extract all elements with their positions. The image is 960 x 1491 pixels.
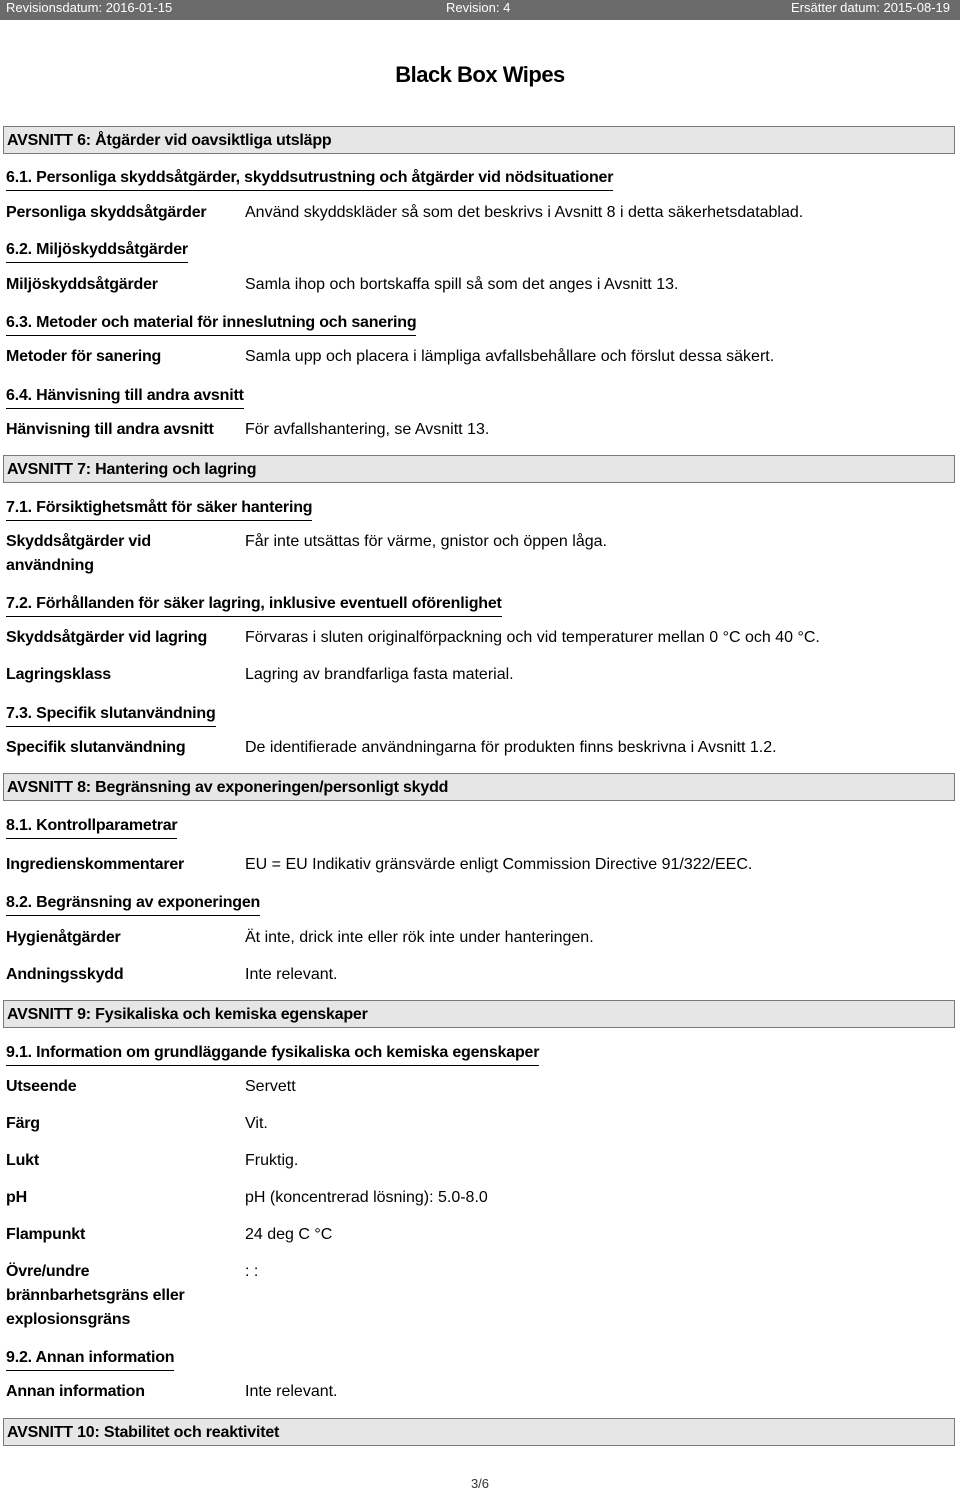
label-environmental-precautions: Miljöskyddsåtgärder: [6, 276, 158, 293]
value-cleanup-methods: Samla upp och placera i lämpliga avfallsbehållare och förslut dessa säkert.: [245, 348, 775, 365]
subsection-9-2: 9.2. Annan information: [6, 1348, 174, 1371]
value-environmental-precautions: Samla ihop och bortskaffa spill så som det anges i Avsnitt 13.: [245, 276, 679, 293]
label-usage-precautions-line2: användning: [6, 557, 94, 574]
section-7-heading: AVSNITT 7: Hantering och lagring: [3, 455, 955, 483]
subsection-6-4: 6.4. Hänvisning till andra avsnitt: [6, 386, 244, 409]
value-respiratory-protection: Inte relevant.: [245, 966, 338, 983]
subsection-6-1: 6.1. Personliga skyddsåtgärder, skyddsutrustning och åtgärder vid nödsituationer: [6, 168, 613, 191]
value-appearance: Servett: [245, 1078, 296, 1095]
label-appearance: Utseende: [6, 1078, 77, 1095]
value-odour: Fruktig.: [245, 1152, 299, 1169]
value-specific-end-use: De identifierade användningarna för produkten finns beskrivna i Avsnitt 1.2.: [245, 739, 777, 756]
section-8-heading: AVSNITT 8: Begränsning av exponeringen/personligt skydd: [3, 773, 955, 801]
label-colour: Färg: [6, 1115, 40, 1132]
document-title: Black Box Wipes: [395, 62, 565, 87]
value-flammability-limits: : :: [245, 1263, 259, 1280]
label-ingredient-comments: Ingredienskommentarer: [6, 856, 185, 873]
section-9-heading: AVSNITT 9: Fysikaliska och kemiska egenskaper: [3, 1000, 955, 1028]
subsection-8-2: 8.2. Begränsning av exponeringen: [6, 893, 260, 916]
value-reference-sections: För avfallshantering, se Avsnitt 13.: [245, 421, 490, 438]
subsection-6-2: 6.2. Miljöskyddsåtgärder: [6, 240, 188, 263]
label-storage-precautions: Skyddsåtgärder vid lagring: [6, 629, 208, 646]
section-6-heading: AVSNITT 6: Åtgärder vid oavsiktliga utsläpp: [3, 126, 955, 154]
label-odour: Lukt: [6, 1152, 39, 1169]
label-personal-precautions: Personliga skyddsåtgärder: [6, 204, 207, 221]
label-ph: pH: [6, 1189, 27, 1206]
value-hygiene-measures: Ät inte, drick inte eller rök inte under hanteringen.: [245, 929, 594, 946]
header-bar: [0, 0, 960, 20]
value-other-information: Inte relevant.: [245, 1383, 338, 1400]
value-personal-precautions: Använd skyddskläder så som det beskrivs i Avsnitt 8 i detta säkerhetsdatablad.: [245, 204, 804, 221]
label-reference-sections: Hänvisning till andra avsnitt: [6, 421, 214, 438]
label-flammability-limits-line1: Övre/undre: [6, 1263, 90, 1280]
label-cleanup-methods: Metoder för sanering: [6, 348, 162, 365]
value-usage-precautions: Får inte utsättas för värme, gnistor och öppen låga.: [245, 533, 607, 550]
value-storage-precautions: Förvaras i sluten originalförpackning och vid temperaturer mellan 0 °C och 40 °C.: [245, 629, 820, 646]
label-flammability-limits: [6, 1260, 231, 1332]
value-ph: pH (koncentrerad lösning): 5.0-8.0: [245, 1189, 488, 1206]
revision-date: Revisionsdatum: 2016-01-15: [6, 0, 173, 15]
label-specific-end-use: Specifik slutanvändning: [6, 739, 186, 756]
label-flammability-limits-line2: brännbarhetsgräns eller: [6, 1287, 185, 1304]
value-ingredient-comments: EU = EU Indikativ gränsvärde enligt Commission Directive 91/322/EEC.: [245, 856, 753, 873]
value-colour: Vit.: [245, 1115, 268, 1132]
label-usage-precautions: [6, 530, 231, 578]
value-storage-class: Lagring av brandfarliga fasta material.: [245, 666, 514, 683]
replaces-date: Ersätter datum: 2015-08-19: [791, 0, 950, 15]
subsection-8-1: 8.1. Kontrollparametrar: [6, 816, 177, 839]
subsection-6-3: 6.3. Metoder och material för inneslutning och sanering: [6, 313, 416, 336]
subsection-7-2: 7.2. Förhållanden för säker lagring, inklusive eventuell oförenlighet: [6, 594, 502, 617]
label-storage-class: Lagringsklass: [6, 666, 112, 683]
label-usage-precautions-line1: Skyddsåtgärder vid: [6, 533, 151, 550]
subsection-7-1: 7.1. Försiktighetsmått för säker hantering: [6, 498, 312, 521]
label-flammability-limits-line3: explosionsgräns: [6, 1311, 131, 1328]
page-number: 3/6: [470, 1476, 490, 1491]
label-respiratory-protection: Andningsskydd: [6, 966, 124, 983]
value-flash-point: 24 deg C °C: [245, 1226, 333, 1243]
revision-number: Revision: 4: [446, 0, 511, 15]
label-flash-point: Flampunkt: [6, 1226, 86, 1243]
label-other-information: Annan information: [6, 1383, 145, 1400]
subsection-7-3: 7.3. Specifik slutanvändning: [6, 704, 216, 727]
subsection-9-1: 9.1. Information om grundläggande fysikaliska och kemiska egenskaper: [6, 1043, 539, 1066]
section-10-heading: AVSNITT 10: Stabilitet och reaktivitet: [3, 1418, 955, 1446]
label-hygiene-measures: Hygienåtgärder: [6, 929, 121, 946]
